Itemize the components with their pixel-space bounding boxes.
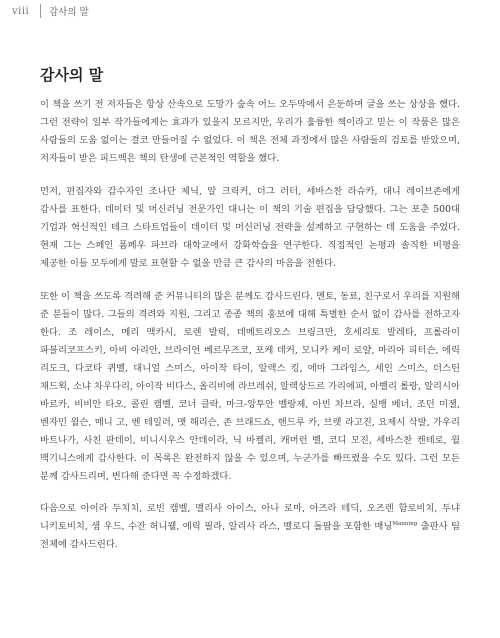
paragraph-community: 또한 이 책을 쓰도록 격려해 준 커뮤니티의 많은 분께도 감사드린다. 멘토, 동료, 친구로서 우리를 지원해 준 분들이 많다. 그들의 격려와 지원, 그리고 종종 책의 홍보에 대해 특별한 순서 없이 감사를 전하고자 한다. 조 레이스, 메리 맥카시, 로렌 발릭, 데메트리오스 브링크만, 호세리토 발레타, 프롤라이 파블리코프스키, 아비 아리안, 브라이언 베르무즈코, 포케 데커, 모니카 케이 로얄, 마리아 피터슨, 에릭 리도크, 다코타 퀴벨, 대니얼 스미스, 아이작 타이, 알렉스 킹, 에마 그라임스, 세인 스미스, 더스틴 채드윅, 소냐 차우다리, 아이작 비다스, 올리비에 라브레쉬, 알렉상드르 가리에피, 아벨리 롤랑, 알리시아 바르카, 비비안 타오, 콜린 캠벨, 코너 클락, 마크-앙투안 벨랑제, 아빈 차브라, 실뱅 베너, 조던 미젤, 벤자민 윌슨, 매니 고, 벤 테일러, 맷 해리슨, 존 브래드쇼, 핸드루 카, 브렛 라고진, 요제시 삭발, 가우리 바트나가, 사친 판데이, 비니시우스 안데이라, 닉 바켈리, 캐머런 벨, 코디 모진, 세바스찬 켄테로, 윌 맥기니스에게 감사한다. 이 목록은 완전하지 않을 수 있으며, 누군가를 빠뜨렸을 수도 있다. 그런 모든 분께 감사드리며, 번다해 준다면 꼭 수정하겠다. xyxy=(40,291,460,482)
paragraph-intro: 이 책을 쓰기 전 저자들은 항상 산속으로 도망가 숲속 어느 오두막에서 은둔하며 글을 쓰는 상상을 했다. 그런 전략이 일부 작가들에게는 효과가 있을지 모르지만, 우리가 훌륭한 책이라고 믿는 이 작품은 많은 사람들의 도움 없이는 결코 만들어질 수 없었다. 이 책은 전체 과정에서 많은 사람들의 검토를 받았으며, 저자들이 받은 피드백은 책의 탄생에 근본적인 역할을 했다. xyxy=(40,99,460,164)
page-number: viii xyxy=(12,5,30,17)
paragraph-publisher-text: 다음으로 아이라 두치치, 로빈 캠벨, 멜리사 아이스, 아나 로마, 아즈라 테딕, 오즈렌 함로비치, 두냐 니키토비치, 샘 우드, 수잔 허니웰, 에릭 필라, 알리사 라스, 벨로디 돌팝을 포함한 매닝 xyxy=(40,503,460,532)
paragraph-editors: 먼저, 편집자와 감수자인 조나단 제닉, 알 크릭커, 더그 러터, 세바스찬 라슈카, 대니 레이브존에게 감사를 표한다. 데이터 및 머신러닝 전문가인 대니는 이 책의 기술 편집을 담당했다. 그는 포춘 500대 기업과 혁신적인 테크 스타트업들이 데이터 및 머신러닝 전략을 설계하고 구현하는 데 도움을 주었다. 현재 그는 스페인 폼페우 파브라 대학교에서 강화학습을 연구한다. 직접적인 논평과 솔직한 비평을 제공한 이들 모두에게 말로 표현할 수 없을 만큼 큰 감사의 마음을 전한다. xyxy=(40,186,460,269)
paragraph-publisher xyxy=(40,500,460,554)
running-head-title: 감사의 말 xyxy=(49,7,89,18)
running-head xyxy=(12,0,89,22)
body-text xyxy=(40,96,460,569)
paragraph-publisher-tail: 출판사 팀 전체에 감사드린다. xyxy=(40,521,460,550)
chapter-title: 감사의 말 xyxy=(40,66,104,84)
publisher-superscript: Manning xyxy=(392,520,418,527)
running-head-divider xyxy=(40,4,41,18)
